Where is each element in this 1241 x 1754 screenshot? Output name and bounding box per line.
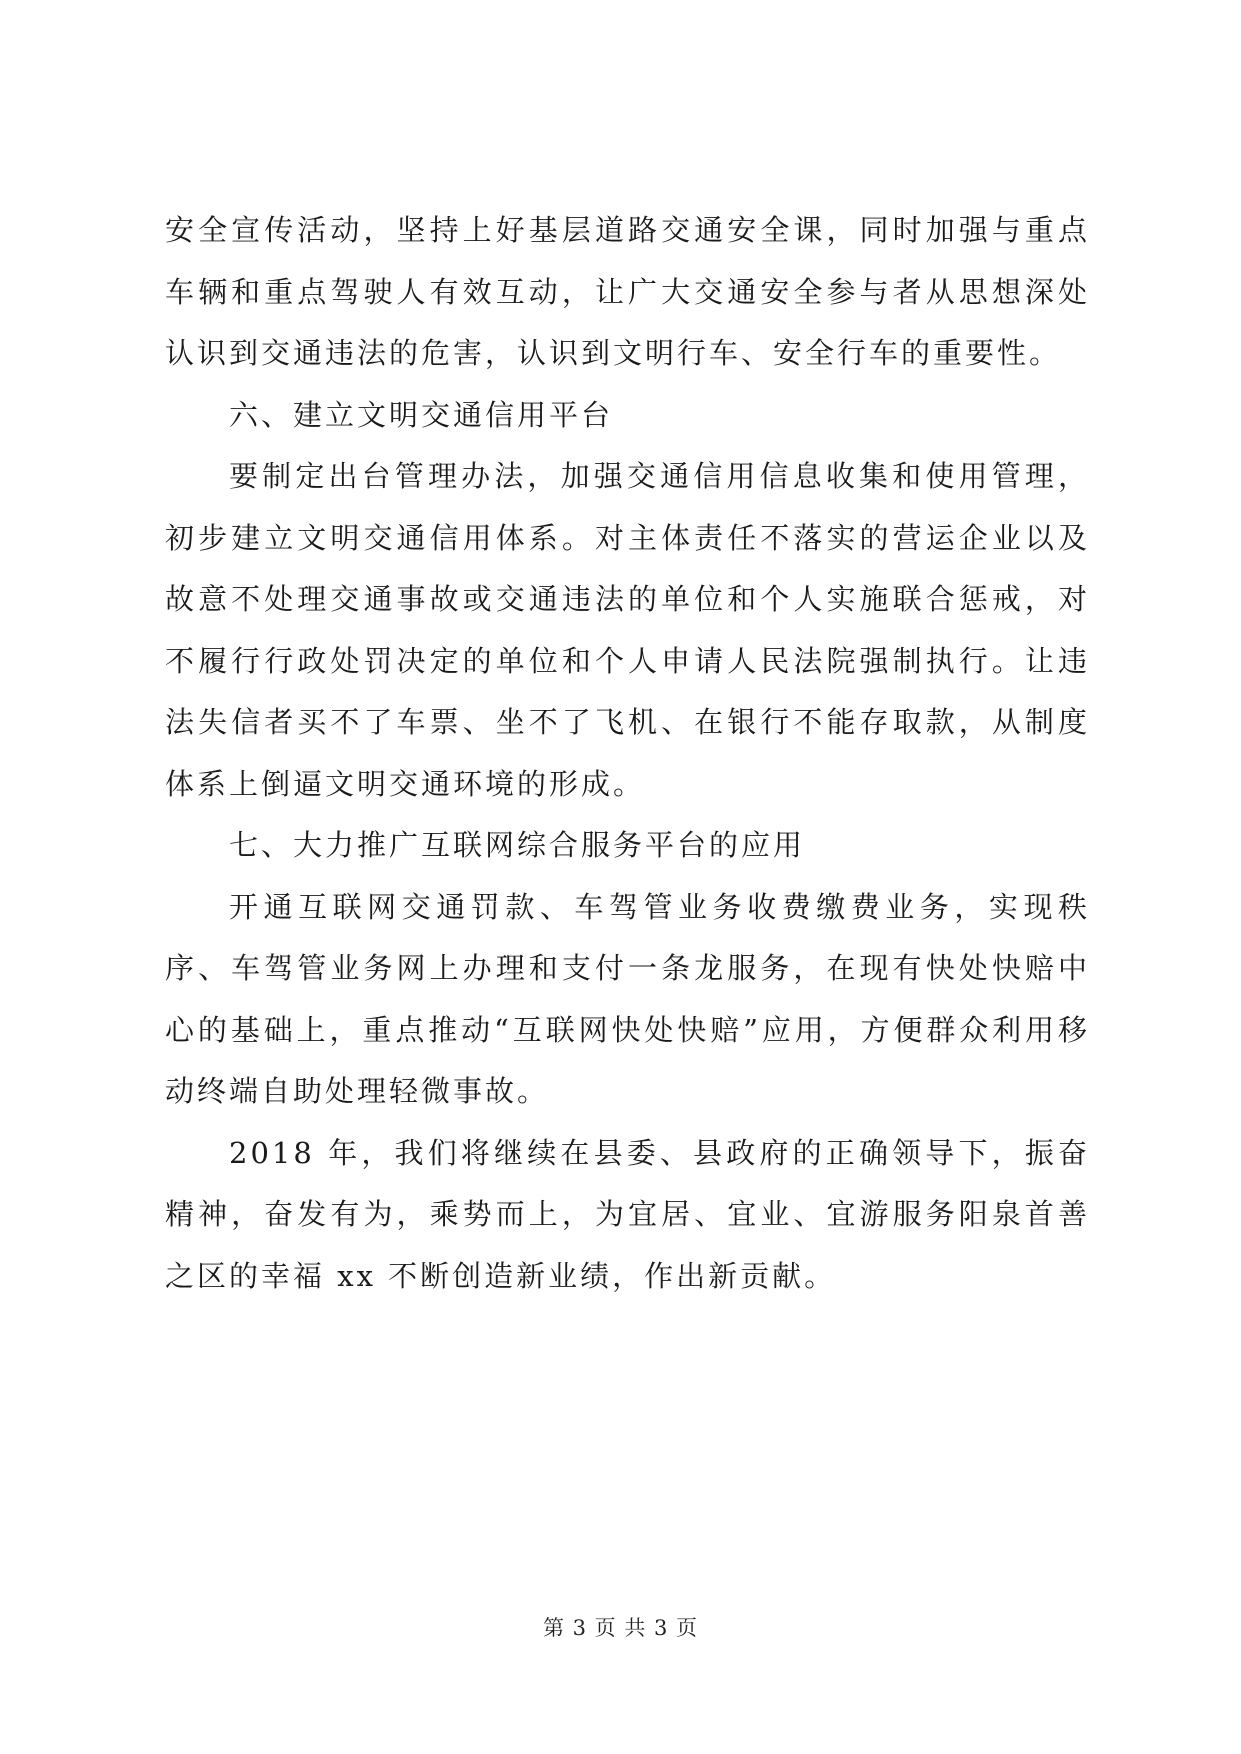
paragraph-3: 开通互联网交通罚款、车驾管业务收费缴费业务，实现秩序、车驾管业务网上办理和支付一条龙服务，在现有快处快赔中心的基础上，重点推动“互联网快处快赔”应用，方便群众利用移动终端自助处理轻微事故。: [165, 889, 1090, 1108]
page-number-label: 第 3 页 共 3 页: [542, 1616, 699, 1640]
paragraph-1: 安全宣传活动，坚持上好基层道路交通安全课，同时加强与重点车辆和重点驾驶人有效互动，让广大交通安全参与者从思想深处认识到交通违法的危害，认识到文明行车、安全行车的重要性。: [165, 213, 1090, 370]
section-heading-7: 七、大力推广互联网综合服务平台的应用: [229, 828, 806, 862]
document-body: [165, 200, 1090, 1307]
paragraph-4: 2018 年，我们将继续在县委、县政府的正确领导下，振奋精神，奋发有为，乘势而上，为宜居、宜业、宜游服务阳泉首善之区的幸福 xx 不断创造新业绩，作出新贡献。: [165, 1135, 1090, 1293]
page-footer: [0, 1612, 1241, 1642]
paragraph-2: 要制定出台管理办法，加强交通信用信息收集和使用管理，初步建立文明交通信用体系。对主体责任不落实的营运企业以及故意不处理交通事故或交通违法的单位和个人实施联合惩戒，对不履行行政处罚决定的单位和个人申请人民法院强制执行。让违法失信者买不了车票、坐不了飞机、在银行不能存取款，从制度体系上倒逼文明交通环境的形成。: [165, 459, 1090, 801]
section-heading-6: 六、建立文明交通信用平台: [229, 397, 614, 432]
